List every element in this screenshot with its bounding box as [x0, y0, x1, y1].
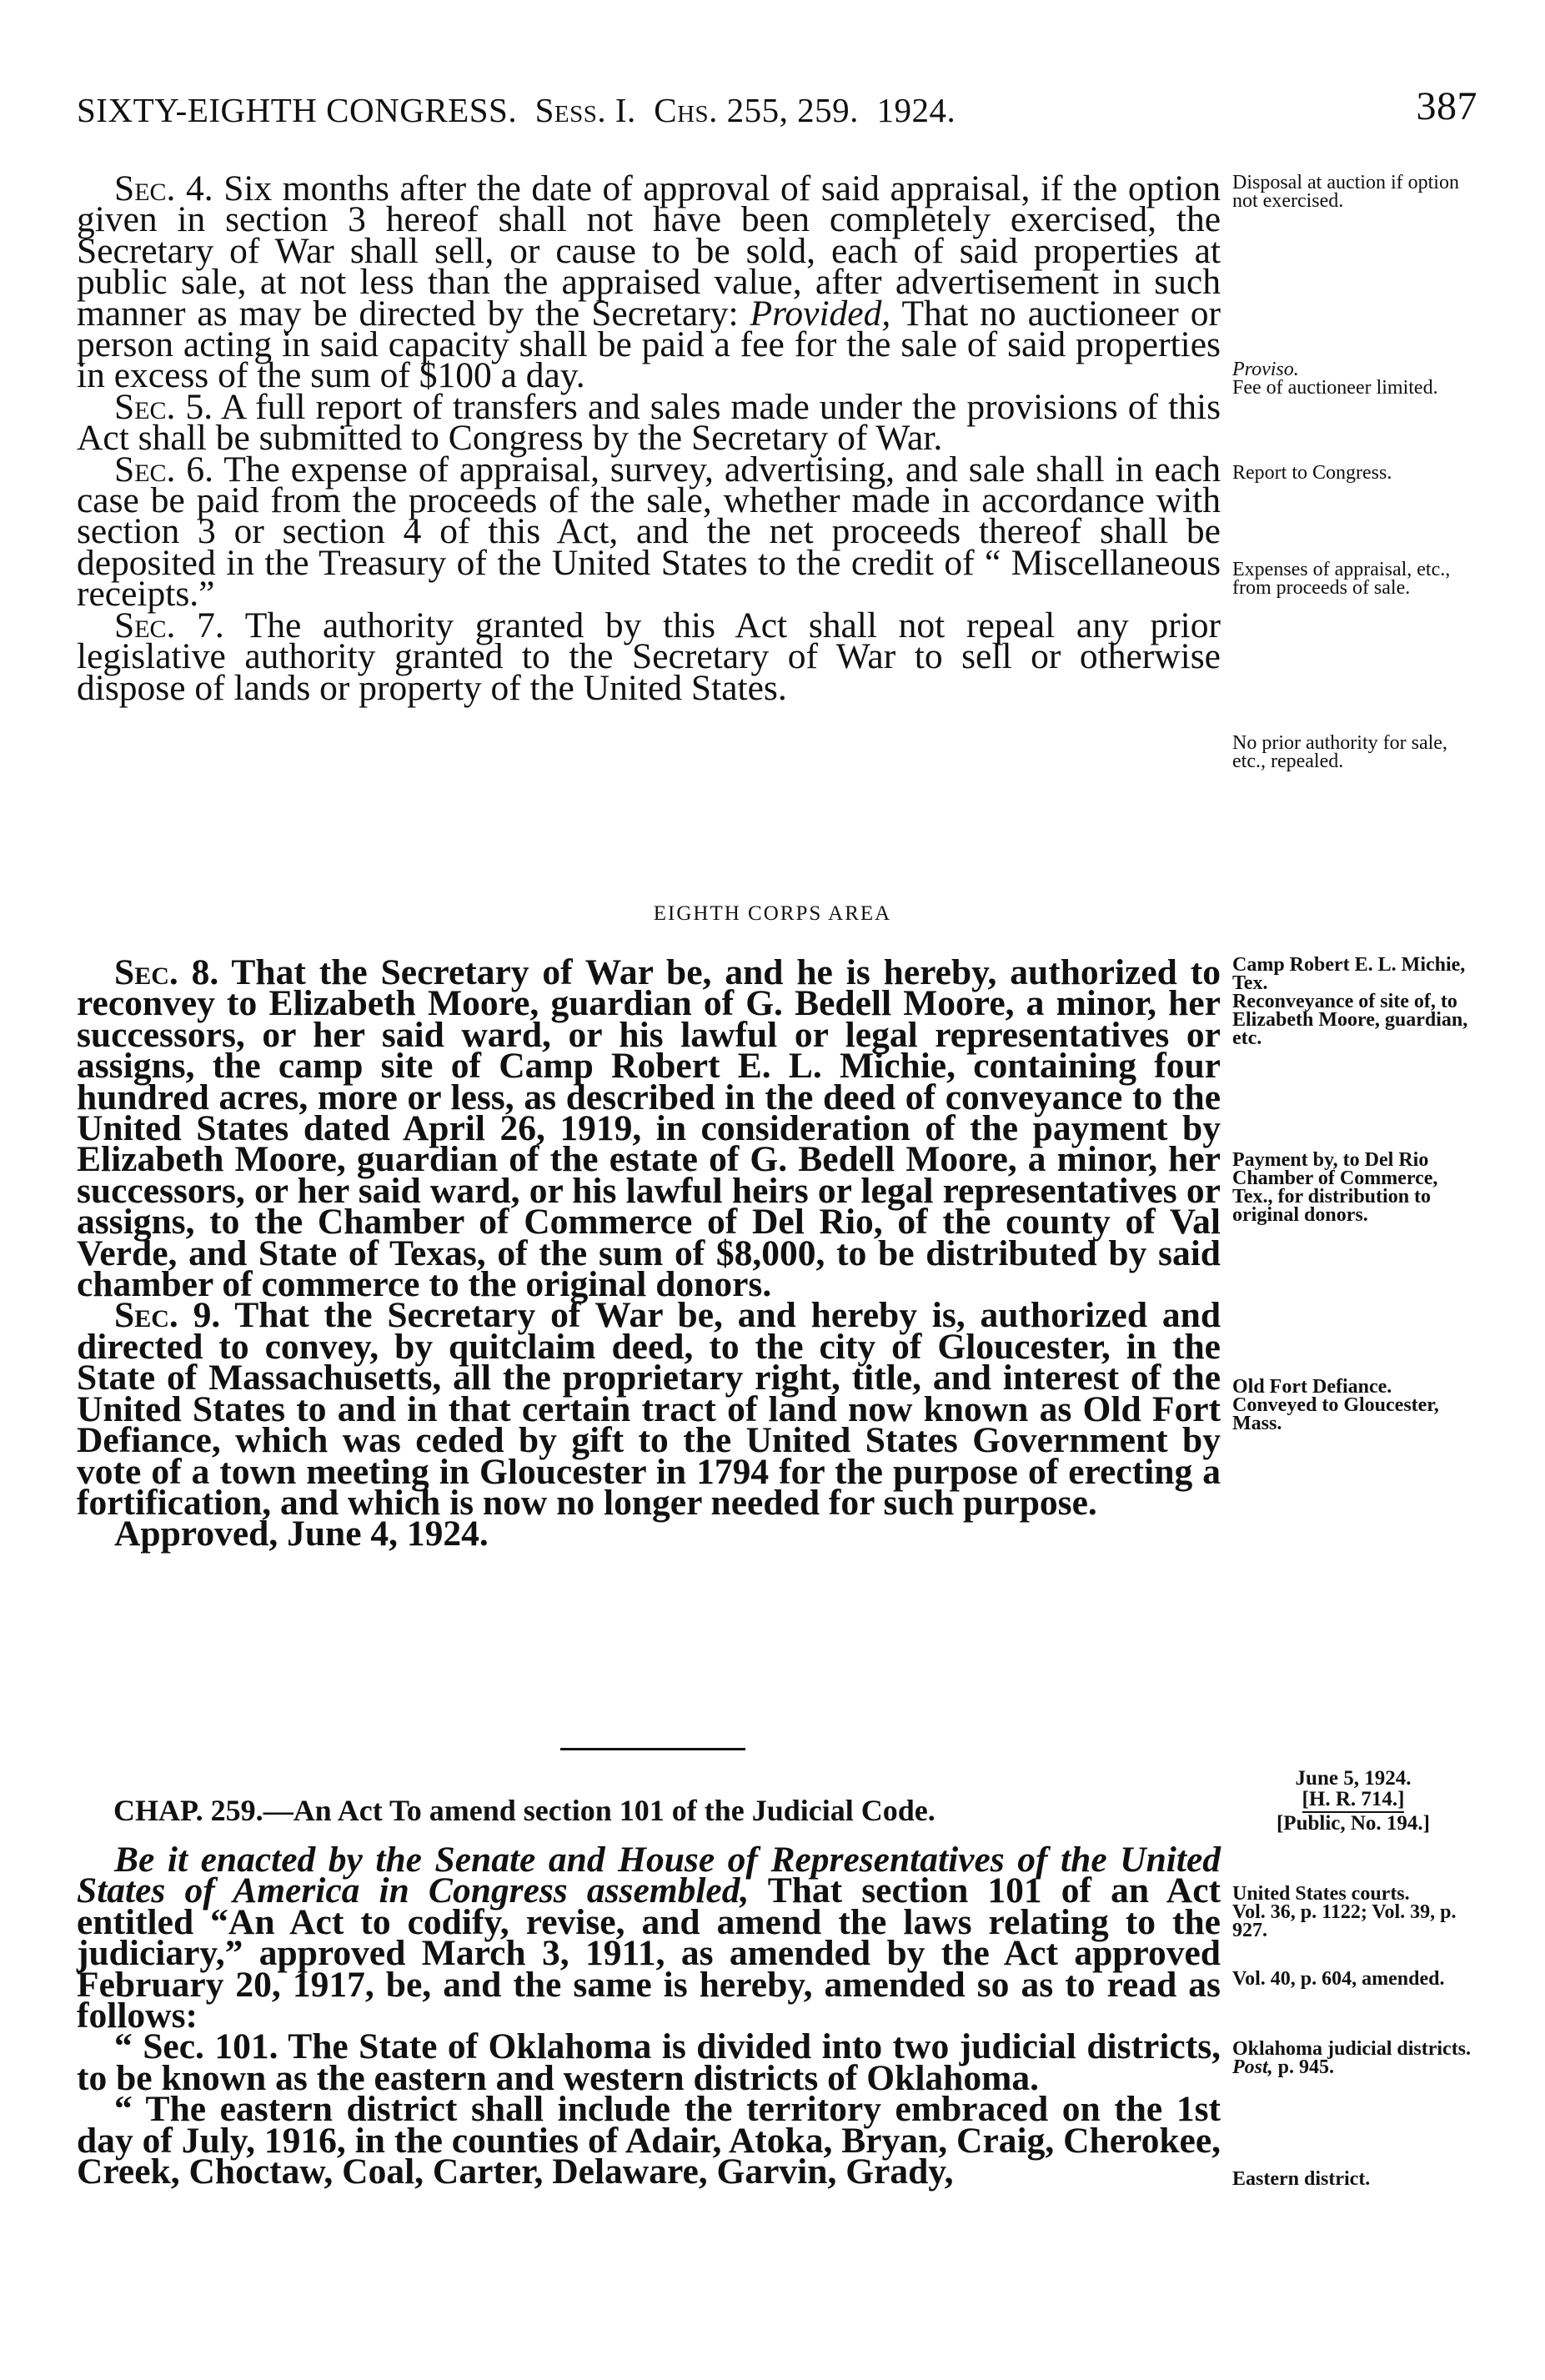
- congress-title: SIXTY-EIGHTH CONGRESS.: [77, 91, 518, 129]
- running-header: [77, 84, 1477, 140]
- header-year: 1924.: [876, 91, 956, 129]
- margin-note-courts: [1232, 1885, 1482, 1940]
- chapter-label: CHAP. 259.: [113, 1794, 263, 1827]
- area-heading: EIGHTH CORPS AREA: [653, 902, 892, 925]
- chapters-label: Chs. 255, 259.: [654, 91, 859, 129]
- old-fort-note: Old Fort Defiance.: [1232, 1376, 1392, 1398]
- margin-note-oklahoma: [1232, 2040, 1482, 2076]
- margin-note-camp: [1232, 956, 1482, 1047]
- section-label: “ Sec. 101.: [114, 2026, 278, 2067]
- section-label: Sec. 4.: [114, 168, 213, 208]
- proviso-text: That no auctioneer or person acting in said capacity shall be paid a fee for the sale of said properties in excess of the sum of $100 a day.: [77, 293, 1221, 396]
- section-4: [77, 168, 1221, 396]
- header-line: [77, 90, 956, 130]
- enacting-text: That section 101 of an Act entitled “An Act to codify, revise, and amend the laws relating to the judiciary,” approved March 3, 1911, as amended by the Act approved February 20, 1917, be, and the same is hereby, amended so as to read as follows:: [77, 1870, 1221, 2036]
- public-number: [Public, No. 194.]: [1276, 1812, 1431, 1835]
- section-label: Sec. 8.: [114, 952, 219, 992]
- section-text: The authority granted by this Act shall not repeal any prior legislative authority granted to the Secretary of War to sell or otherwise dispose of lands or property of the United States.: [77, 605, 1221, 708]
- section-text: The expense of appraisal, survey, advertising, and sale shall in each case be paid from the proceeds of the sale, whether made in accordance with section 3 or section 4 of this Act, and the net proceeds thereof shall be deposited in the Treasury of the United States to the credit of “ Miscellaneous receipts.”: [77, 449, 1221, 615]
- eastern-district-paragraph: “ The eastern district shall include the territory embraced on the 1st day of July, 1916, in the counties of Adair, Atoka, Bryan, Craig, Cherokee, Creek, Choctaw, Coal, Carter, Delaware, Garvin, Grady,: [77, 2089, 1221, 2192]
- chapter-259-text: [77, 1840, 1221, 2192]
- sections-4-7: [77, 168, 1221, 708]
- bill-number: [H. R. 714.]: [1302, 1789, 1405, 1813]
- page-number: 387: [1416, 84, 1477, 128]
- proviso-marginal: Proviso.: [1232, 359, 1299, 380]
- margin-note-expenses: Expenses of appraisal, etc., from proceeds of sale.: [1232, 559, 1451, 599]
- chapter-title: —An Act To amend section 101 of the Judicial Code.: [263, 1794, 936, 1827]
- section-text: A full report of transfers and sales made under the provisions of this Act shall be submitted to Congress by the Secretary of War.: [77, 386, 1221, 459]
- margin-note-no-prior: No prior authority for sale, etc., repealed.: [1232, 732, 1447, 772]
- vol-ref-note: Vol. 36, p. 1122; Vol. 39, p. 927.: [1232, 1901, 1457, 1941]
- section-text: Six months after the date of approval of said appraisal, if the option given in section 3 hereof shall not have been completely exercised, the Secretary of War shall sell, or cause to be sold, each of said properties at public sale, at not less than the appraised value, after advertisement in such manner as may be directed by the Secretary:: [77, 168, 1221, 334]
- margin-note-eastern: Eastern district.: [1232, 2168, 1371, 2190]
- chapter-meta: [1249, 1768, 1457, 1834]
- post-word: Post,: [1232, 2056, 1273, 2078]
- margin-note-payment: Payment by, to Del Rio Chamber of Commerce, Tex., for distribution to original donors.: [1232, 1149, 1438, 1226]
- camp-note: Camp Robert E. L. Michie, Tex.: [1232, 954, 1466, 994]
- section-label: Sec. 5.: [114, 386, 213, 427]
- courts-note: United States courts.: [1232, 1883, 1410, 1905]
- section-label: Sec. 7.: [114, 605, 224, 645]
- margin-note-proviso: [1232, 360, 1482, 397]
- section-6: [77, 449, 1221, 615]
- section-5: [77, 386, 1221, 459]
- section-101: [77, 2026, 1221, 2098]
- margin-note-report: Report to Congress.: [1232, 462, 1392, 484]
- margin-note-old-fort: [1232, 1378, 1482, 1433]
- proviso-word: Provided,: [750, 293, 891, 334]
- margin-note-amended: Vol. 40, p. 604, amended.: [1232, 1968, 1445, 1990]
- section-text: The State of Oklahoma is divided into two judicial districts, to be known as the eastern and western districts of Oklahoma.: [77, 2026, 1221, 2098]
- conveyed-note: Conveyed to Gloucester, Mass.: [1232, 1394, 1439, 1434]
- reconveyance-note: Reconveyance of site of, to Elizabeth Moore, guardian, etc.: [1232, 991, 1468, 1049]
- enacting-clause: [77, 1840, 1221, 2036]
- enacting-formula: Be it enacted by the Senate and House of Representatives of the United States of America in Congress assembled,: [77, 1840, 1221, 1911]
- section-8: [77, 952, 1221, 1305]
- margin-note-disposal: Disposal at auction if option not exercised.: [1232, 172, 1459, 212]
- separator-rule: [560, 1748, 745, 1750]
- post-ref: p. 945.: [1277, 2056, 1335, 2078]
- section-label: Sec. 6.: [114, 449, 213, 490]
- chapter-heading: [113, 1793, 936, 1828]
- section-9: [77, 1295, 1221, 1523]
- fee-note: Fee of auctioneer limited.: [1232, 377, 1438, 399]
- sections-8-9: [77, 952, 1221, 1554]
- section-text: That the Secretary of War be, and hereby is, authorized and directed to convey, by quitclaim deed, to the city of Gloucester, in the State of Massachusetts, all the proprietary right, title, and interest of the United States to and in that certain tract of land now known as Old Fort Defiance, which was ceded by gift to the United States Government by vote of a town meeting in Gloucester in 1794 for the purpose of erecting a fortification, and which is now no longer needed for such purpose.: [77, 1295, 1221, 1523]
- section-label: Sec. 9.: [114, 1295, 221, 1336]
- chapter-date: June 5, 1924.: [1295, 1767, 1412, 1790]
- approval-line: Approved, June 4, 1924.: [114, 1514, 489, 1554]
- session-label: Sess. I.: [534, 91, 636, 129]
- oklahoma-note: Oklahoma judicial districts.: [1232, 2038, 1472, 2060]
- section-7: [77, 605, 1221, 708]
- section-text: That the Secretary of War be, and he is hereby, authorized to reconvey to Elizabeth Moore, guardian of G. Bedell Moore, a minor, her successors, or her said ward, or his lawful or legal representatives or assigns, the camp site of Camp Robert E. L. Michie, containing four hundred acres, more or less, as described in the deed of conveyance to the United States dated April 26, 1919, in consideration of the payment by Elizabeth Moore, guardian of the estate of G. Bedell Moore, a minor, her successors, or her said ward, or his lawful heirs or legal representatives or assigns, to the Chamber of Commerce of Del Rio, of the county of Val Verde, and State of Texas, of the sum of $8,000, to be distributed by said chamber of commerce to the original donors.: [77, 952, 1221, 1305]
